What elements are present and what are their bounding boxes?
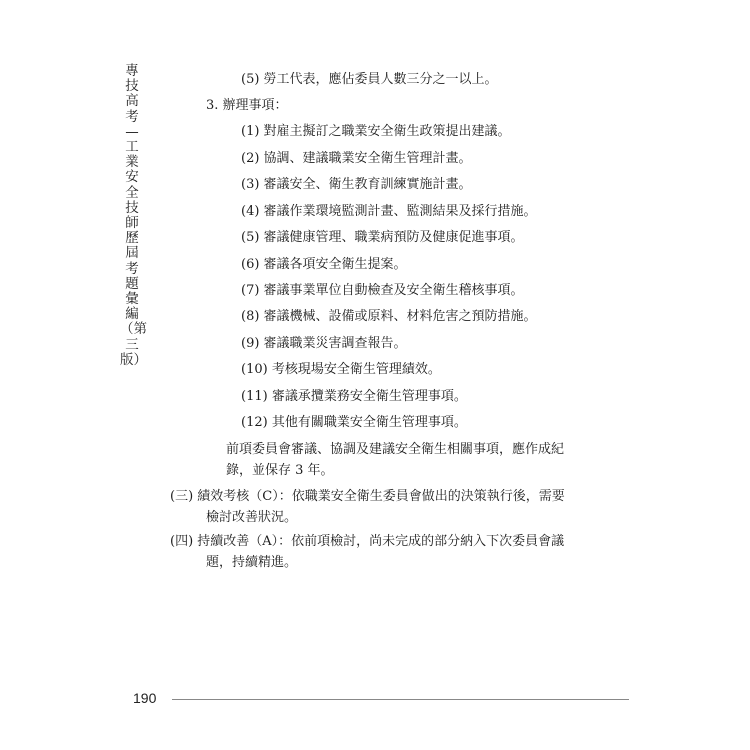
duty-item-11: (11) 審議承攬業務安全衛生管理事項。 <box>241 389 467 404</box>
section-check-heading-line2: 檢討改善狀況。 <box>206 510 298 525</box>
item-5-labor-representatives: (5) 勞工代表，應佔委員人數三分之一以上。 <box>241 72 498 87</box>
footer-rule <box>172 699 629 700</box>
section-check-heading-line1: (三) 績效考核（C）：依職業安全衛生委員會做出的決策執行後，需要 <box>170 489 565 504</box>
duty-item-12: (12) 其他有關職業安全衛生管理事項。 <box>241 415 467 430</box>
committee-record-paragraph-line2: 錄，並保存 3 年。 <box>226 463 334 478</box>
duty-item-9: (9) 審議職業災害調查報告。 <box>241 336 407 351</box>
committee-record-paragraph-line1: 前項委員會審議、協調及建議安全衛生相關事項，應作成紀 <box>226 442 565 457</box>
duty-item-2: (2) 協調、建議職業安全衛生管理計畫。 <box>241 151 472 166</box>
section-3-heading: 3. 辦理事項： <box>206 98 288 113</box>
duty-item-8: (8) 審議機械、設備或原料、材料危害之預防措施。 <box>241 309 537 324</box>
duty-item-7: (7) 審議事業單位自動檢查及安全衛生稽核事項。 <box>241 283 524 298</box>
section-act-heading-line2: 題，持續精進。 <box>206 555 298 570</box>
duty-item-10: (10) 考核現場安全衛生管理績效。 <box>241 362 441 377</box>
duty-item-1: (1) 對雇主擬訂之職業安全衛生政策提出建議。 <box>241 124 511 139</box>
duty-item-5: (5) 審議健康管理、職業病預防及健康促進事項。 <box>241 230 524 245</box>
duty-item-4: (4) 審議作業環境監測計畫、監測結果及採行措施。 <box>241 204 537 219</box>
running-header-vertical: 專技高考—工業安全技師歷屆考題彙編（第三版） <box>120 63 147 368</box>
duty-item-3: (3) 審議安全、衛生教育訓練實施計畫。 <box>241 177 472 192</box>
section-act-heading-line1: (四) 持續改善（A）：依前項檢討，尚未完成的部分納入下次委員會議 <box>170 534 565 549</box>
duty-item-6: (6) 審議各項安全衛生提案。 <box>241 257 407 272</box>
page-number: 190 <box>133 690 157 706</box>
